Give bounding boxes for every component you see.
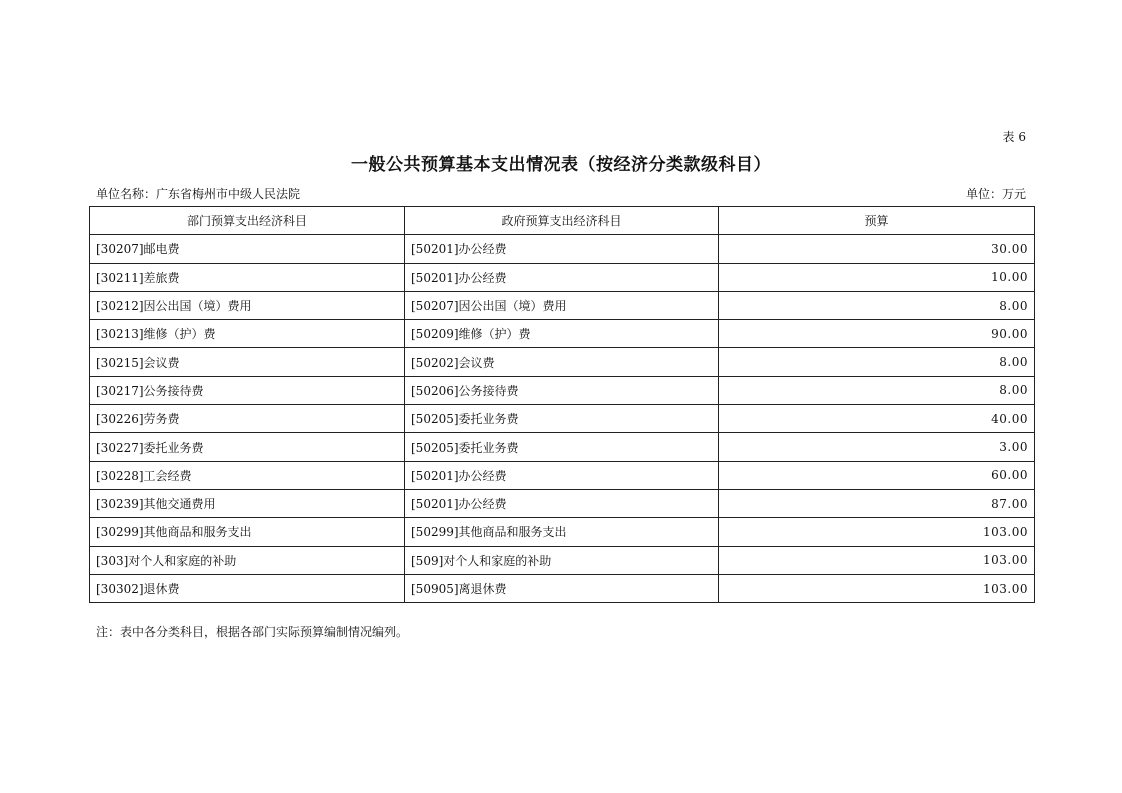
budget-amount-cell: 8.00 [719,291,1035,319]
dept-subject-cell: [30211]差旅费 [90,263,405,291]
table-row [90,235,1035,263]
dept-subject-cell: [30217]公务接待费 [90,376,405,404]
budget-amount-cell: 3.00 [719,433,1035,461]
gov-subject-cell: [50201]办公经费 [405,489,719,517]
dept-subject-cell: [30228]工会经费 [90,461,405,489]
unit-name: 单位名称：广东省梅州市中级人民法院 [96,187,301,201]
table-number: 表 6 [1002,130,1026,144]
header-gov-subject: 政府预算支出经济科目 [405,207,719,235]
gov-subject-cell: [50299]其他商品和服务支出 [405,518,719,546]
dept-subject-cell: [30227]委托业务费 [90,433,405,461]
dept-subject-cell: [30207]邮电费 [90,235,405,263]
table-row [90,263,1035,291]
gov-subject-cell: [50202]会议费 [405,348,719,376]
gov-subject-cell: [50205]委托业务费 [405,433,719,461]
dept-subject-cell: [30215]会议费 [90,348,405,376]
table-row [90,376,1035,404]
table-row [90,291,1035,319]
page-title: 一般公共预算基本支出情况表（按经济分类款级科目） [351,155,771,175]
budget-table [89,206,1035,603]
dept-subject-cell: [30226]劳务费 [90,405,405,433]
gov-subject-cell: [50201]办公经费 [405,263,719,291]
budget-amount-cell: 87.00 [719,489,1035,517]
footnote: 注：表中各分类科目，根据各部门实际预算编制情况编列。 [96,625,409,639]
budget-amount-cell: 40.00 [719,405,1035,433]
header-budget: 预算 [719,207,1035,235]
table-row [90,574,1035,602]
gov-subject-cell: [50905]离退休费 [405,574,719,602]
dept-subject-cell: [30213]维修（护）费 [90,320,405,348]
table-row [90,489,1035,517]
budget-amount-cell: 30.00 [719,235,1035,263]
gov-subject-cell: [50207]因公出国（境）费用 [405,291,719,319]
table-header-row [90,207,1035,235]
table-row [90,320,1035,348]
table-body [90,235,1035,603]
table-row [90,461,1035,489]
budget-amount-cell: 103.00 [719,518,1035,546]
unit-label: 单位：万元 [965,187,1026,201]
gov-subject-cell: [50206]公务接待费 [405,376,719,404]
table-row [90,546,1035,574]
gov-subject-cell: [50201]办公经费 [405,235,719,263]
dept-subject-cell: [30239]其他交通费用 [90,489,405,517]
gov-subject-cell: [50209]维修（护）费 [405,320,719,348]
dept-subject-cell: [303]对个人和家庭的补助 [90,546,405,574]
budget-amount-cell: 10.00 [719,263,1035,291]
table-row [90,348,1035,376]
gov-subject-cell: [50201]办公经费 [405,461,719,489]
gov-subject-cell: [509]对个人和家庭的补助 [405,546,719,574]
budget-amount-cell: 8.00 [719,348,1035,376]
dept-subject-cell: [30302]退休费 [90,574,405,602]
table-row [90,433,1035,461]
budget-amount-cell: 103.00 [719,574,1035,602]
table-row [90,405,1035,433]
budget-amount-cell: 60.00 [719,461,1035,489]
budget-amount-cell: 103.00 [719,546,1035,574]
dept-subject-cell: [30212]因公出国（境）费用 [90,291,405,319]
header-dept-subject: 部门预算支出经济科目 [90,207,405,235]
table-row [90,518,1035,546]
budget-amount-cell: 90.00 [719,320,1035,348]
dept-subject-cell: [30299]其他商品和服务支出 [90,518,405,546]
gov-subject-cell: [50205]委托业务费 [405,405,719,433]
budget-amount-cell: 8.00 [719,376,1035,404]
